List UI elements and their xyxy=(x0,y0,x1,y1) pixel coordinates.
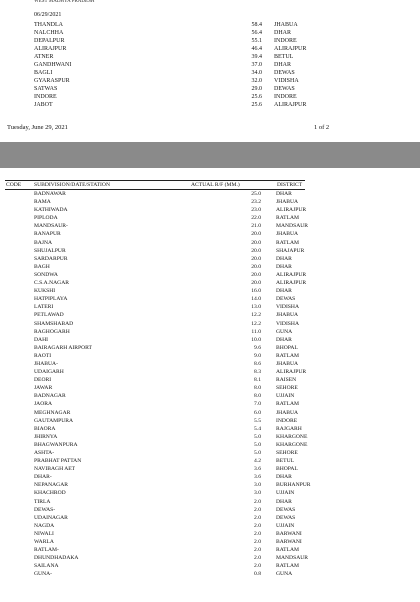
station-name: RANAPUR xyxy=(34,231,61,238)
rainfall-value: 20.0 xyxy=(251,280,261,287)
district-name: GUNA xyxy=(276,328,293,335)
station-name: SHAMSHABAD xyxy=(34,320,74,327)
district-name: RATLAM xyxy=(276,239,299,246)
district-name: JHABUA xyxy=(276,312,299,319)
table-row xyxy=(5,392,305,400)
district-name: INDORE xyxy=(274,38,297,44)
table-row xyxy=(5,239,305,247)
district-name: ALIRAJPUR xyxy=(274,102,307,108)
rainfall-value: 3.0 xyxy=(254,482,261,489)
column-header-rainfall: ACTUAL R/F (MM.) xyxy=(191,182,240,188)
rainfall-value: 5.5 xyxy=(254,417,261,424)
district-name: BARWANI xyxy=(276,530,302,537)
rainfall-value: 5.0 xyxy=(254,433,261,440)
table-row xyxy=(5,457,305,465)
district-name: SEHORE xyxy=(276,385,298,392)
district-name: INDORE xyxy=(276,417,298,424)
district-name: BETUL xyxy=(276,458,295,465)
rainfall-value: 2.0 xyxy=(254,539,261,546)
rainfall-value: 20.0 xyxy=(251,239,261,246)
table-row xyxy=(5,498,305,506)
rainfall-value: 9.6 xyxy=(254,344,261,351)
table-row xyxy=(5,336,305,344)
district-name: KHARGONE xyxy=(276,441,308,448)
rainfall-value: 46.4 xyxy=(251,46,262,52)
table-row xyxy=(34,101,314,109)
rainfall-value: 2.0 xyxy=(254,522,261,529)
district-name: DEWAS xyxy=(274,70,295,76)
district-name: UJJAIN xyxy=(276,522,295,529)
rainfall-value: 25.6 xyxy=(251,102,262,108)
table-row xyxy=(34,93,314,101)
rainfall-value: 2.0 xyxy=(254,530,261,537)
station-name: JABOT xyxy=(34,102,53,108)
rainfall-value: 5.0 xyxy=(254,441,261,448)
table-row xyxy=(5,514,305,522)
page-header-fragment: WEST MADHYA PRADESH xyxy=(34,0,95,4)
station-name: GANDHWANI xyxy=(34,62,72,68)
station-name: BAIRAGARH AIRPORT xyxy=(34,344,92,351)
station-name: SONDWA xyxy=(34,271,58,278)
rainfall-value: 29.0 xyxy=(251,86,262,92)
station-name: KHACHROD xyxy=(34,490,66,497)
station-name: ALIRAJPUR xyxy=(34,46,67,52)
station-name: RATLAM- xyxy=(34,547,59,554)
rainfall-value: 22.0 xyxy=(251,215,261,222)
table-row xyxy=(5,295,305,303)
rainfall-value: 13.0 xyxy=(251,304,261,311)
district-name: DHAR xyxy=(276,288,292,295)
rainfall-table-page-2 xyxy=(5,190,311,579)
rainfall-value: 6.0 xyxy=(254,409,261,416)
table-row xyxy=(5,271,305,279)
column-header-district: DISTRICT xyxy=(277,182,303,188)
rainfall-value: 14.0 xyxy=(251,296,261,303)
rainfall-value: 3.6 xyxy=(254,474,261,481)
rainfall-value: 20.0 xyxy=(251,231,261,238)
station-name: BADNAGAR xyxy=(34,393,66,400)
station-name: DEORI xyxy=(34,377,52,384)
station-name: C.S.A.NAGAR xyxy=(34,280,69,287)
table-row xyxy=(5,222,309,230)
rainfall-value: 23.0 xyxy=(251,207,261,214)
district-name: UJJAIN xyxy=(276,393,295,400)
station-name: NALCHHA xyxy=(34,30,64,36)
rainfall-list-page-1 xyxy=(34,21,314,109)
district-name: SEHORE xyxy=(276,450,298,456)
table-row xyxy=(5,230,305,238)
table-row xyxy=(34,77,314,85)
station-name: LATERI xyxy=(34,304,54,311)
district-name: BHOPAL xyxy=(276,344,298,351)
rainfall-value: 10.0 xyxy=(251,336,261,343)
station-name: PETLAWAD xyxy=(34,312,64,319)
station-name: ATNER xyxy=(34,54,54,60)
station-name: BAGLI xyxy=(34,70,53,76)
district-name: RATLAM xyxy=(276,401,299,408)
page-number: 1 of 2 xyxy=(314,124,330,131)
station-name: RAMA xyxy=(34,199,51,206)
table-row xyxy=(5,417,305,425)
district-name: DEWAS xyxy=(276,296,296,303)
rainfall-value: 37.0 xyxy=(251,62,262,68)
table-header xyxy=(5,180,305,190)
district-name: DHAR xyxy=(276,191,292,197)
rainfall-value: 2.0 xyxy=(254,555,261,562)
district-name: UJJAIN xyxy=(276,490,295,497)
station-name: DHUNDHADAKA xyxy=(34,555,79,562)
table-row xyxy=(34,29,314,37)
rainfall-value: 56.4 xyxy=(251,30,262,36)
table-row xyxy=(5,570,305,578)
station-name: KATHIWADA xyxy=(34,207,68,214)
table-row xyxy=(34,45,314,53)
station-name: JHABUA- xyxy=(34,360,58,367)
rainfall-value: 34.0 xyxy=(251,70,262,76)
rainfall-value: 21.0 xyxy=(251,223,261,230)
district-name: JHABUA xyxy=(276,231,299,238)
district-name: DHAR xyxy=(276,474,292,481)
district-name: RAJGARH xyxy=(276,425,302,432)
rainfall-value: 8.6 xyxy=(254,360,261,367)
table-row xyxy=(5,433,308,441)
rainfall-value: 11.0 xyxy=(251,328,261,335)
table-row xyxy=(5,425,305,433)
station-name: NAGDA xyxy=(34,522,55,529)
station-name: NIWALI xyxy=(34,530,54,537)
district-name: JHABUA xyxy=(276,409,299,416)
table-row xyxy=(5,465,305,473)
district-name: ALIRAJPUR xyxy=(276,369,307,376)
rainfall-value: 2.0 xyxy=(254,506,261,513)
rainfall-value: 58.4 xyxy=(251,22,262,28)
table-row xyxy=(5,360,305,368)
station-name: RAGHOGARH xyxy=(34,328,70,335)
station-name: NAVIBAGH AET xyxy=(34,466,76,473)
rainfall-value: 25.6 xyxy=(251,94,262,100)
station-name: WARLA xyxy=(34,539,54,546)
station-name: TIRLA xyxy=(34,498,51,505)
rainfall-value: 3.0 xyxy=(254,490,261,497)
station-name: INDORE xyxy=(34,94,57,100)
district-name: BHOPAL xyxy=(276,466,298,473)
table-row xyxy=(5,206,305,214)
page-2 xyxy=(0,168,420,602)
station-name: MEGHNAGAR xyxy=(34,409,71,416)
district-name: JHABUA xyxy=(276,360,299,367)
rainfall-value: 12.2 xyxy=(251,320,261,327)
rainfall-value: 8.1 xyxy=(254,377,261,384)
table-row xyxy=(34,61,314,69)
district-name: SHAJAPUR xyxy=(276,247,305,254)
district-name: VIDISHA xyxy=(274,78,299,84)
footer-date: Tuesday, June 29, 2021 xyxy=(7,124,68,131)
table-row xyxy=(5,376,305,384)
district-name: JHABUA xyxy=(274,22,298,28)
table-row xyxy=(34,37,314,45)
table-row xyxy=(34,69,314,77)
district-name: DEWAS xyxy=(276,506,296,513)
rainfall-value: 8.3 xyxy=(254,369,261,376)
column-header-station: SUBDIVISION/DATE/STATION xyxy=(34,182,110,188)
station-name: DHAR- xyxy=(34,474,52,481)
station-name: HATPIPLAYA xyxy=(34,296,68,303)
rainfall-value: 7.0 xyxy=(254,401,261,408)
table-row xyxy=(5,400,305,408)
district-name: DEWAS xyxy=(276,514,296,521)
rainfall-value: 20.0 xyxy=(251,247,261,254)
table-row xyxy=(5,368,305,376)
station-name: RAOTI xyxy=(34,352,52,359)
rainfall-value: 16.0 xyxy=(251,288,261,295)
table-row xyxy=(5,344,305,352)
station-name: BAGH xyxy=(34,263,50,270)
station-name: JAORA xyxy=(34,401,53,408)
table-row xyxy=(5,384,305,392)
table-row xyxy=(34,85,314,93)
district-name: ALIRAJPUR xyxy=(276,280,307,287)
rainfall-value: 2.0 xyxy=(254,514,261,521)
district-name: VIDISHA xyxy=(276,304,299,311)
table-row xyxy=(5,449,305,457)
district-name: JHABUA xyxy=(276,199,299,206)
district-name: RATLAM xyxy=(276,352,299,359)
station-name: GUNA- xyxy=(34,571,53,578)
table-row xyxy=(5,311,305,319)
station-name: SATWAS xyxy=(34,86,58,92)
district-name: DEWAS xyxy=(274,86,295,92)
table-row xyxy=(5,441,308,449)
district-name: KHARGONE xyxy=(276,433,308,440)
rainfall-value: 3.6 xyxy=(254,466,261,473)
station-name: ASHTA- xyxy=(34,450,55,456)
station-name: PRABHAT PATTAN xyxy=(34,458,82,465)
district-name: BARWANI xyxy=(276,539,302,546)
district-name: DHAR xyxy=(274,62,292,68)
table-row xyxy=(5,481,311,489)
rainfall-value: 0.8 xyxy=(254,571,261,578)
rainfall-value: 5.4 xyxy=(254,425,261,432)
station-name: DEWAS- xyxy=(34,506,56,513)
station-name: BIAORA xyxy=(34,425,56,432)
table-row xyxy=(5,198,305,206)
table-row xyxy=(5,190,305,198)
rainfall-value: 2.0 xyxy=(254,563,261,570)
district-name: INDORE xyxy=(274,94,297,100)
district-name: ALIRAJPUR xyxy=(276,207,307,214)
table-row xyxy=(5,303,305,311)
station-name: PIPLODA xyxy=(34,215,58,222)
rainfall-value: 8.0 xyxy=(254,385,261,392)
table-row xyxy=(5,530,305,538)
district-name: ALIRAJPUR xyxy=(274,46,307,52)
rainfall-value: 4.2 xyxy=(254,458,261,465)
station-name: KUKSHI xyxy=(34,288,56,295)
rainfall-value: 39.4 xyxy=(251,54,262,60)
page-1 xyxy=(0,0,420,142)
district-name: MANDSAUR xyxy=(276,223,309,230)
station-name: JHIRNYA xyxy=(34,433,58,440)
table-row xyxy=(5,279,305,287)
table-row xyxy=(5,255,305,263)
rainfall-value: 25.0 xyxy=(251,191,261,197)
table-row xyxy=(5,409,305,417)
station-name: UDAIGARH xyxy=(34,369,64,376)
rainfall-value: 55.1 xyxy=(251,38,262,44)
station-name: GAUTAMPURA xyxy=(34,417,74,424)
station-name: MANDSAUR- xyxy=(34,223,68,230)
page-separator xyxy=(0,142,420,168)
station-name: SAILANA xyxy=(34,563,59,570)
rainfall-value: 20.0 xyxy=(251,263,261,270)
station-name: BADNAWAR xyxy=(34,191,66,197)
rainfall-value: 23.2 xyxy=(251,199,261,206)
district-name: VIDISHA xyxy=(276,320,299,327)
district-name: DHAR xyxy=(274,30,292,36)
table-row xyxy=(5,546,305,554)
district-name: MANDSAUR xyxy=(276,555,309,562)
district-name: RATLAM xyxy=(276,563,299,570)
report-date: 06/29/2021 xyxy=(34,12,62,18)
rainfall-value: 2.0 xyxy=(254,547,261,554)
table-row xyxy=(5,506,305,514)
district-name: BETUL xyxy=(274,54,294,60)
district-name: BURHANPUR xyxy=(276,482,311,489)
district-name: DHAR xyxy=(276,336,292,343)
station-name: SARDARPUR xyxy=(34,255,68,262)
district-name: RAISEN xyxy=(276,377,297,384)
table-row xyxy=(34,21,314,29)
station-name: UDAINAGAR xyxy=(34,514,68,521)
station-name: THANDLA xyxy=(34,22,63,28)
rainfall-value: 5.0 xyxy=(254,450,261,456)
district-name: DHAR xyxy=(276,263,292,270)
station-name: BAJNA xyxy=(34,239,53,246)
table-row xyxy=(5,473,305,481)
station-name: DEPALPUR xyxy=(34,38,65,44)
table-row xyxy=(5,247,305,255)
district-name: DHAR xyxy=(276,498,292,505)
station-name: BHAGWANPURA xyxy=(34,441,78,448)
table-row xyxy=(5,538,305,546)
column-header-code: CODE xyxy=(6,182,22,188)
station-name: NEPANAGAR xyxy=(34,482,68,489)
table-row xyxy=(5,352,305,360)
station-name: JAWAR xyxy=(34,385,53,392)
district-name: GUNA xyxy=(276,571,293,578)
district-name: RATLAM xyxy=(276,547,299,554)
table-row xyxy=(5,489,305,497)
rainfall-value: 9.0 xyxy=(254,352,261,359)
rainfall-value: 2.0 xyxy=(254,498,261,505)
rainfall-value: 32.0 xyxy=(251,78,262,84)
table-row xyxy=(5,328,305,336)
district-name: RATLAM xyxy=(276,215,299,222)
table-row xyxy=(5,522,305,530)
station-name: DAHI xyxy=(34,336,48,343)
rainfall-value: 20.0 xyxy=(251,271,261,278)
station-name: GYARASPUR xyxy=(34,78,70,84)
table-row xyxy=(5,263,305,271)
district-name: ALIRAJPUR xyxy=(276,271,307,278)
station-name: SHUJALPUR xyxy=(34,247,66,254)
table-row xyxy=(5,214,305,222)
rainfall-value: 12.2 xyxy=(251,312,261,319)
rainfall-value: 8.0 xyxy=(254,393,261,400)
table-row xyxy=(5,554,309,562)
table-row xyxy=(5,320,305,328)
rainfall-value: 20.0 xyxy=(251,255,261,262)
table-row xyxy=(5,562,305,570)
table-row xyxy=(34,53,314,61)
table-row xyxy=(5,287,305,295)
district-name: DHAR xyxy=(276,255,292,262)
